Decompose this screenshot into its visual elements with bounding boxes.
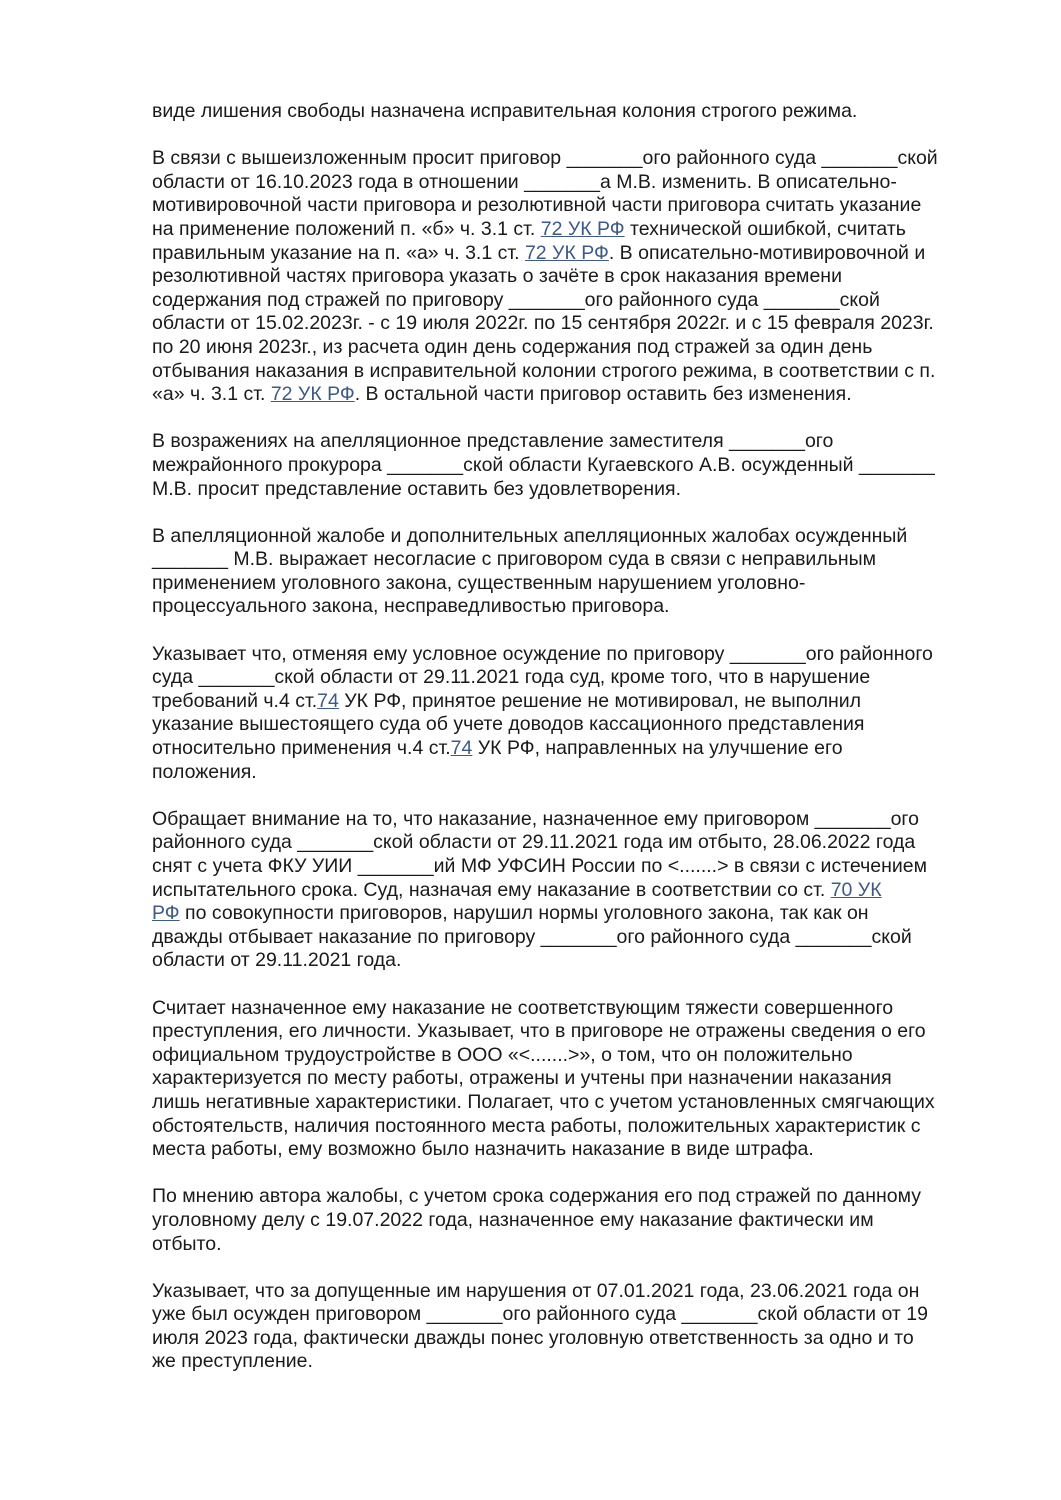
text-line bbox=[152, 383, 984, 407]
text-run: . В описательно-мотивировочной и bbox=[608, 241, 926, 264]
text-run: виде лишения свободы назначена исправительная колония строгого режима. bbox=[152, 100, 858, 122]
text-run: уголовному делу с 19.07.2022 года, назначенное ему наказание фактически им bbox=[152, 1208, 874, 1231]
law-reference-link[interactable]: 70 УК bbox=[830, 878, 882, 901]
text-run: снят с учета ФКУ УИИ _______ий МФ УФСИН России по <.......> в связи с истечением bbox=[152, 855, 928, 877]
text-run: требований ч.4 ст. bbox=[152, 689, 318, 712]
text-line bbox=[152, 1233, 984, 1257]
text-line bbox=[152, 336, 984, 360]
text-line bbox=[152, 478, 984, 502]
law-reference-link[interactable]: 74 bbox=[450, 737, 473, 760]
text-line bbox=[152, 289, 984, 313]
text-run: В возражениях на апелляционное представление заместителя _______ого bbox=[152, 430, 834, 453]
text-line bbox=[152, 1067, 984, 1091]
text-run: По мнению автора жалобы, с учетом срока содержания его под стражей по данному bbox=[152, 1185, 922, 1208]
text-line bbox=[152, 690, 984, 714]
text-line bbox=[152, 218, 984, 242]
text-line bbox=[152, 595, 984, 619]
text-line bbox=[152, 808, 984, 832]
text-line bbox=[152, 1044, 984, 1068]
text-line bbox=[152, 643, 984, 667]
law-reference-link[interactable]: 72 УК РФ bbox=[540, 217, 625, 240]
text-run: правильным указание на п. «а» ч. 3.1 ст. bbox=[152, 241, 525, 264]
text-run: положения. bbox=[152, 760, 257, 783]
paragraph bbox=[152, 430, 984, 501]
text-run: места работы, ему возможно было назначить наказание в виде штрафа. bbox=[152, 1138, 814, 1161]
text-line bbox=[152, 926, 984, 950]
text-run: обстоятельств, наличия постоянного места работы, положительных характеристик с bbox=[152, 1114, 921, 1137]
text-run: области от 15.02.2023г. - с 19 июля 2022г. по 15 сентября 2022г. и с 15 февраля 2023г. bbox=[152, 312, 934, 335]
text-run: районного суда _______ской области от 29.11.2021 года им отбыто, 28.06.2022 года bbox=[152, 831, 916, 854]
text-line bbox=[152, 525, 984, 549]
paragraph bbox=[152, 808, 984, 973]
text-run: по 20 июня 2023г., из расчета один день содержания под стражей за один день bbox=[152, 335, 873, 358]
text-line bbox=[152, 147, 984, 171]
text-run: применением уголовного закона, существенным нарушением уголовно- bbox=[152, 571, 806, 594]
text-run: Указывает что, отменяя ему условное осуждение по приговору _______ого районного bbox=[152, 642, 933, 665]
text-run: _______ М.В. выражает несогласие с приговором суда в связи с неправильным bbox=[152, 548, 877, 571]
paragraph bbox=[152, 643, 984, 785]
text-line bbox=[152, 454, 984, 478]
text-line bbox=[152, 1138, 984, 1162]
text-run: по совокупности приговоров, нарушил нормы уголовного закона, так как он bbox=[179, 902, 869, 925]
text-line bbox=[152, 666, 984, 690]
text-run: В связи с вышеизложенным просит приговор _______ого районного суда _______ской bbox=[152, 147, 938, 170]
text-run: области от 29.11.2021 года. bbox=[152, 949, 402, 972]
text-line bbox=[152, 1280, 984, 1304]
text-run: отбывания наказания в исправительной колонии строгого режима, в соответствии с п. bbox=[152, 359, 936, 382]
text-line bbox=[152, 194, 984, 218]
text-line bbox=[152, 1303, 984, 1327]
text-run: июля 2023 года, фактически дважды понес уголовную ответственность за одно и то bbox=[152, 1326, 914, 1349]
text-line bbox=[152, 997, 984, 1021]
text-run: М.В. просит представление оставить без удовлетворения. bbox=[152, 477, 682, 500]
text-run: официальном трудоустройстве в ООО «<.......>», о том, что он положительно bbox=[152, 1043, 853, 1066]
text-run: указание вышестоящего суда об учете доводов кассационного представления bbox=[152, 713, 865, 736]
text-run: Указывает, что за допущенные им нарушения от 07.01.2021 года, 23.06.2021 года он bbox=[152, 1279, 920, 1302]
text-run: резолютивной частях приговора указать о зачёте в срок наказания времени bbox=[152, 265, 842, 288]
text-line bbox=[152, 171, 984, 195]
text-run: уже был осужден приговором _______ого районного суда _______ской области от 19 bbox=[152, 1303, 928, 1326]
text-run: межрайонного прокурора _______ской области Кугаевского А.В. осужденный _______ bbox=[152, 453, 935, 476]
text-run: на применение положений п. «б» ч. 3.1 ст. bbox=[152, 217, 541, 240]
text-line bbox=[152, 879, 984, 903]
text-run: «а» ч. 3.1 ст. bbox=[152, 383, 271, 406]
text-run: УК РФ, направленных на улучшение его bbox=[472, 737, 843, 760]
text-run: . В остальной части приговор оставить без изменения. bbox=[354, 383, 852, 406]
law-reference-link[interactable]: 72 УК РФ bbox=[524, 241, 609, 264]
text-line bbox=[152, 360, 984, 384]
text-line bbox=[152, 100, 984, 124]
text-run: УК РФ, принятое решение не мотивировал, не выполнил bbox=[338, 689, 862, 712]
text-line bbox=[152, 265, 984, 289]
text-line bbox=[152, 312, 984, 336]
text-line bbox=[152, 548, 984, 572]
text-line bbox=[152, 1115, 984, 1139]
text-line bbox=[152, 1020, 984, 1044]
paragraph bbox=[152, 1280, 984, 1374]
text-run: Обращает внимание на то, что наказание, назначенное ему приговором _______ого bbox=[152, 807, 919, 830]
text-line bbox=[152, 572, 984, 596]
text-line bbox=[152, 902, 984, 926]
text-line bbox=[152, 1327, 984, 1351]
text-run: Считает назначенное ему наказание не соответствующим тяжести совершенного bbox=[152, 996, 894, 1019]
text-line bbox=[152, 713, 984, 737]
text-run: процессуального закона, несправедливостью приговора. bbox=[152, 595, 670, 618]
law-reference-link[interactable]: 74 bbox=[317, 689, 339, 712]
paragraph bbox=[152, 525, 984, 619]
paragraph bbox=[152, 1185, 984, 1256]
text-run: лишь негативные характеристики. Полагает, что с учетом установленных смягчающих bbox=[152, 1090, 935, 1113]
text-run: же преступление. bbox=[152, 1350, 313, 1373]
text-line bbox=[152, 855, 984, 879]
text-line bbox=[152, 430, 984, 454]
text-line bbox=[152, 242, 984, 266]
paragraph bbox=[152, 100, 984, 124]
text-line bbox=[152, 737, 984, 761]
text-run: В апелляционной жалобе и дополнительных апелляционных жалобах осужденный bbox=[152, 524, 908, 547]
text-run: испытательного срока. Суд, назначая ему наказание в соответствии со ст. bbox=[152, 878, 831, 901]
paragraph bbox=[152, 997, 984, 1162]
text-run: области от 16.10.2023 года в отношении _______а М.В. изменить. В описательно- bbox=[152, 170, 897, 193]
text-line bbox=[152, 1091, 984, 1115]
law-reference-link[interactable]: 72 УК РФ bbox=[270, 383, 355, 406]
text-line bbox=[152, 1350, 984, 1374]
text-run: мотивировочной части приговора и резолютивной части приговора считать указание bbox=[152, 194, 922, 217]
text-run: характеризуется по месту работы, отражены и учтены при назначении наказания bbox=[152, 1067, 892, 1090]
text-run: относительно применения ч.4 ст. bbox=[152, 737, 451, 760]
text-line bbox=[152, 761, 984, 785]
law-reference-link[interactable]: РФ bbox=[152, 902, 180, 925]
document-page bbox=[152, 100, 984, 1398]
paragraph bbox=[152, 147, 984, 407]
text-run: дважды отбывает наказание по приговору _______ого районного суда _______ской bbox=[152, 925, 912, 948]
text-run: отбыто. bbox=[152, 1232, 222, 1255]
text-run: преступления, его личности. Указывает, что в приговоре не отражены сведения о его bbox=[152, 1020, 926, 1043]
text-line bbox=[152, 949, 984, 973]
text-run: технической ошибкой, считать bbox=[624, 217, 906, 240]
text-run: суда _______ской области от 29.11.2021 года суд, кроме того, что в нарушение bbox=[152, 666, 871, 689]
text-line bbox=[152, 1185, 984, 1209]
text-line bbox=[152, 1209, 984, 1233]
text-run: содержания под стражей по приговору _______ого районного суда _______ской bbox=[152, 288, 880, 311]
text-line bbox=[152, 831, 984, 855]
